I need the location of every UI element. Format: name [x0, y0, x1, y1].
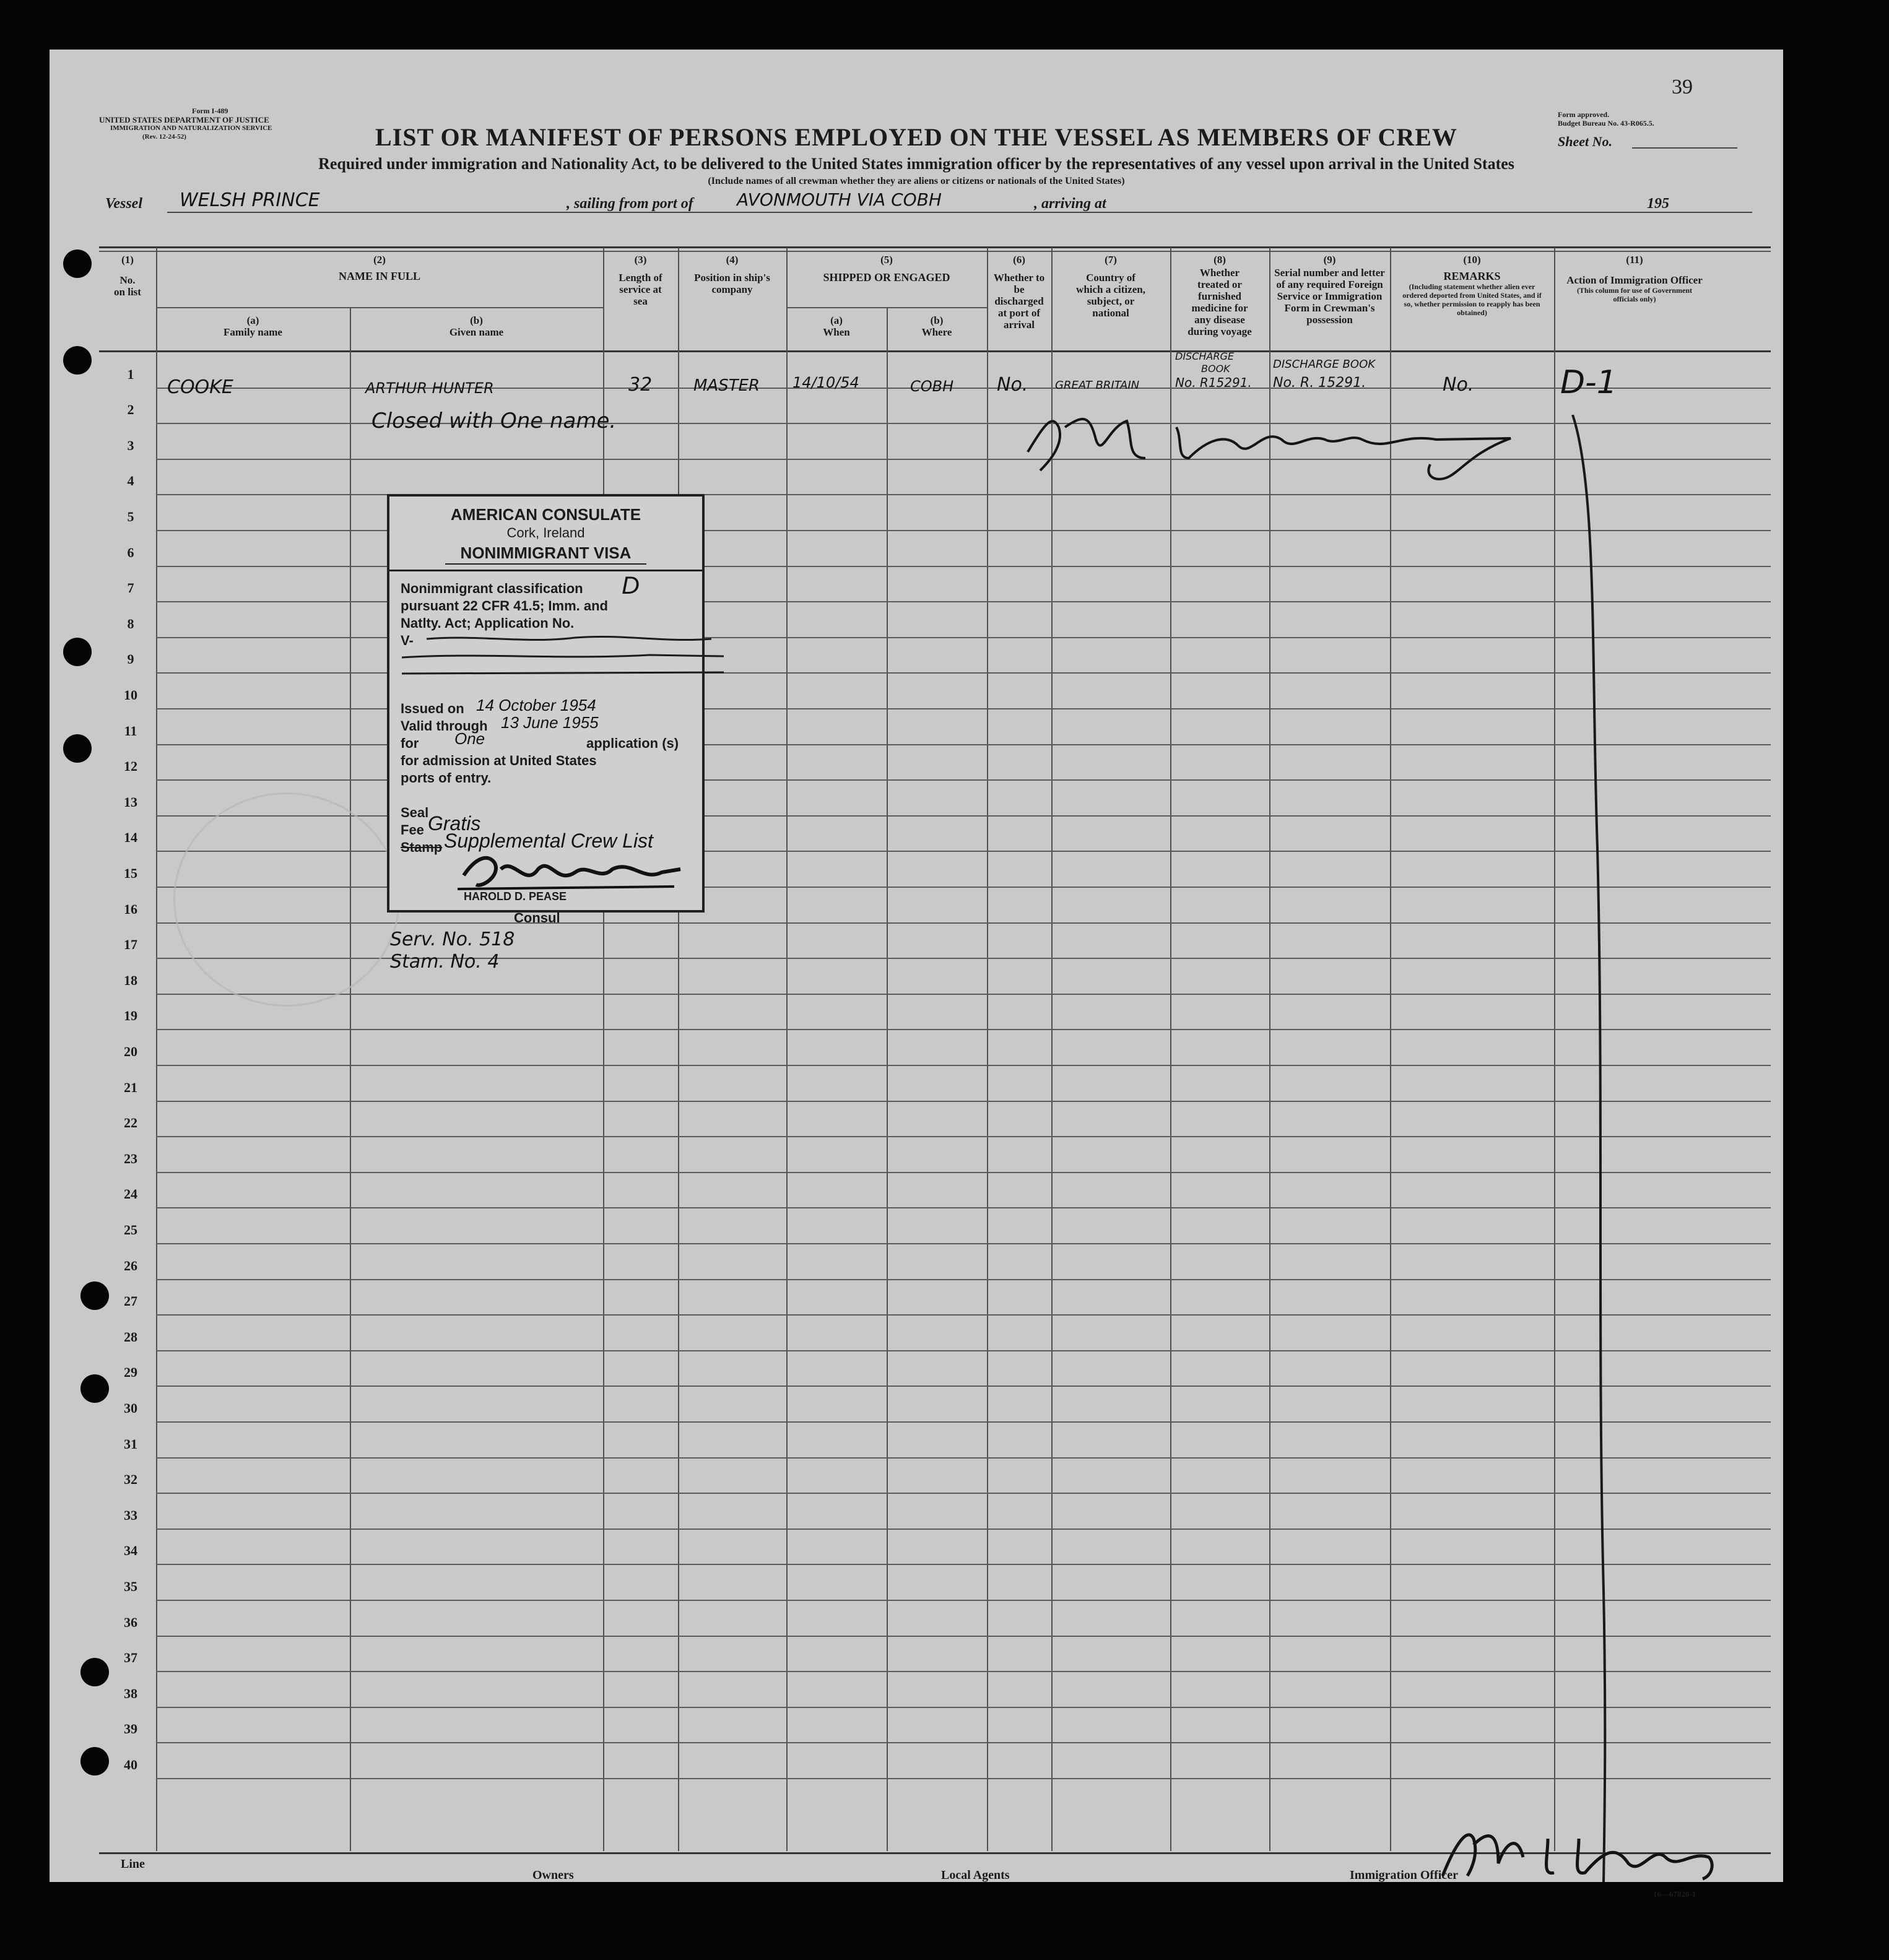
row-number: 1	[127, 366, 134, 382]
stamp-application-label: application (s)	[586, 735, 679, 751]
row-number: 27	[124, 1293, 137, 1309]
col7-header	[1051, 254, 1170, 319]
row-rule	[156, 1671, 1771, 1672]
col6-number: (6)	[1013, 254, 1025, 266]
stamp-classification-label: Nonimmigrant classification	[401, 581, 583, 596]
stamp-valid-value: 13 June 1955	[501, 713, 599, 732]
entry-medicine-2: BOOK	[1201, 363, 1230, 375]
footer-owners-label: Owners	[532, 1868, 574, 1882]
officer-signature-scribble	[1003, 402, 1573, 489]
sailing-port: AVONMOUTH VIA COBH	[737, 189, 942, 210]
punch-hole	[63, 734, 92, 763]
page-subnote: (Include names of all crewman whether they are aliens or citizens or nationals of the United States)	[708, 176, 1125, 186]
row-rule	[156, 1172, 1771, 1173]
stamp-classification-value: D	[622, 572, 640, 599]
row-number: 39	[124, 1721, 137, 1737]
row-rule	[156, 1707, 1771, 1708]
row-rule	[156, 1243, 1771, 1244]
manifest-page	[50, 50, 1783, 1899]
col4-header	[678, 254, 786, 295]
vessel-underline	[167, 212, 1752, 213]
row-number: 23	[124, 1150, 137, 1166]
col-divider	[987, 248, 988, 1851]
row-rule	[156, 1029, 1771, 1030]
entry-where: COBH	[910, 378, 954, 395]
row-number: 13	[124, 794, 137, 810]
col2a-letter: (a)	[246, 314, 259, 326]
page-number: 39	[1672, 76, 1693, 98]
col3-label: Length of service at sea	[619, 272, 662, 307]
col2-header	[156, 254, 603, 282]
row-number: 28	[124, 1329, 137, 1345]
row-rule	[156, 1457, 1771, 1459]
row-number: 10	[124, 687, 137, 703]
row-rule	[156, 1065, 1771, 1066]
col3-number: (3)	[634, 254, 647, 266]
entry-action: D-1	[1560, 364, 1617, 401]
col6-label: Whether to be discharged at port of arrival	[993, 272, 1045, 331]
col2b-header	[350, 314, 603, 338]
col9-number: (9)	[1323, 254, 1336, 266]
stamp-consulate: AMERICAN CONSULATE	[450, 505, 641, 524]
row-rule	[156, 1279, 1771, 1280]
row-rule	[156, 1421, 1771, 1423]
stamp-consul-title: Consul	[514, 910, 560, 926]
col5b-header	[887, 314, 987, 338]
stamp-visa-type: NONIMMIGRANT VISA	[460, 544, 632, 562]
row-number: 4	[127, 473, 134, 489]
row-number: 40	[124, 1757, 137, 1772]
col10-note: (Including statement whether alien ever ordered deported from United States, and if so, whether permission to reapply has been obtained)	[1402, 282, 1542, 317]
row-number: 3	[127, 437, 134, 453]
col8-number: (8)	[1214, 254, 1226, 266]
col2a-label: Family name	[224, 326, 282, 338]
form-number: Form I-489	[192, 106, 228, 115]
punch-hole	[63, 346, 92, 375]
page-subtitle: Required under immigration and Nationality Act, to be delivered to the United States immigration officer by the representatives of any vessel upon arrival in the United States	[318, 155, 1514, 173]
consul-signature	[451, 851, 687, 894]
row-number: 20	[124, 1044, 137, 1059]
year-label: 195	[1647, 196, 1669, 212]
action-ditto-line	[1560, 415, 1635, 1888]
col5b-letter: (b)	[930, 314, 944, 326]
form-service: IMMIGRATION AND NATURALIZATION SERVICE	[110, 124, 272, 132]
stamp-valid-label: Valid through	[401, 718, 488, 734]
row-number: 30	[124, 1400, 137, 1416]
col10-number: (10)	[1463, 254, 1481, 266]
row-number: 35	[124, 1579, 137, 1594]
punch-hole	[63, 249, 92, 278]
row-rule	[156, 1529, 1771, 1530]
row-number: 25	[124, 1222, 137, 1238]
row-number: 36	[124, 1614, 137, 1630]
stamp-supplement: Supplemental Crew List	[444, 830, 653, 852]
col4-number: (4)	[726, 254, 739, 266]
col5a-header	[786, 314, 887, 338]
row-number: 33	[124, 1507, 137, 1523]
vessel-label: Vessel	[105, 196, 142, 212]
stamp-v-label: V-	[401, 633, 414, 648]
col6-header	[987, 254, 1051, 331]
nonimmigrant-visa-stamp	[387, 494, 705, 913]
row-rule	[156, 1564, 1771, 1565]
entry-given-name: ARTHUR HUNTER	[365, 379, 494, 397]
punch-hole	[80, 1658, 109, 1686]
row-rule	[156, 1314, 1771, 1316]
footer-officer-label: Immigration Officer	[1350, 1868, 1458, 1882]
stam-number: Stam. No. 4	[390, 951, 500, 973]
row-number: 38	[124, 1685, 137, 1701]
row-number: 26	[124, 1257, 137, 1273]
entry-country: GREAT BRITAIN	[1055, 379, 1140, 392]
row-number: 31	[124, 1436, 137, 1452]
row-number: 6	[127, 544, 134, 560]
col4-label: Position in ship's company	[694, 272, 770, 295]
arriving-label: , arriving at	[1034, 196, 1106, 212]
row-number: 32	[124, 1472, 137, 1488]
row-number: 5	[127, 509, 134, 524]
col2b-label: Given name	[449, 326, 504, 338]
punch-hole	[80, 1374, 109, 1403]
col5a-letter: (a)	[830, 314, 843, 326]
stamp-natlty: Natlty. Act; Application No.	[401, 615, 575, 631]
col1-header	[99, 254, 156, 298]
col-divider	[350, 307, 351, 1851]
col11-header	[1554, 254, 1715, 303]
col5-label: SHIPPED OR ENGAGED	[823, 271, 950, 284]
officer-footer-signature	[1430, 1820, 1727, 1888]
col8-header	[1170, 254, 1269, 337]
budget-number: Budget Bureau No. 43-R065.5.	[1558, 119, 1654, 128]
header-top-rule2	[99, 251, 1771, 252]
row-rule	[156, 1600, 1771, 1601]
stamp-strikeout	[402, 631, 724, 681]
form-agency: UNITED STATES DEPARTMENT OF JUSTICE	[99, 115, 269, 124]
row-number: 21	[124, 1079, 137, 1095]
entry-when: 14/10/54	[793, 374, 859, 391]
stamp-seal-label: Seal	[401, 805, 429, 820]
row-number: 14	[124, 830, 137, 846]
stamp-for-value: One	[454, 729, 485, 748]
serv-number: Serv. No. 518	[390, 929, 515, 950]
row-rule	[156, 1350, 1771, 1351]
stamp-fee-label: Fee	[401, 822, 424, 838]
row-rule	[156, 1207, 1771, 1208]
page-title: LIST OR MANIFEST OF PERSONS EMPLOYED ON THE VESSEL AS MEMBERS OF CREW	[375, 123, 1457, 151]
row-rule	[156, 1636, 1771, 1637]
form-revision: (Rev. 12-24-52)	[142, 133, 186, 141]
col-divider	[678, 248, 679, 1851]
entry-family-name: COOKE	[167, 376, 233, 398]
row-number: 19	[124, 1008, 137, 1024]
col8-label: Whether treated or furnished medicine for any disease during voyage	[1188, 267, 1252, 337]
col7-number: (7)	[1105, 254, 1117, 266]
punch-hole	[80, 1281, 109, 1310]
stamp-for-label: for	[401, 735, 419, 751]
col-divider	[603, 248, 604, 1851]
col9-label: Serial number and letter of any required Foreign Service or Immigration Form in Crewman's possession	[1274, 267, 1385, 326]
col-divider	[887, 307, 888, 1851]
col1-number: (1)	[121, 254, 134, 266]
entry-discharged: No.	[997, 374, 1028, 396]
row-number: 9	[127, 651, 134, 667]
entry-service: 32	[628, 374, 653, 396]
col11-label: Action of Immigration Officer	[1566, 274, 1703, 286]
stamp-admission: for admission at United States	[401, 753, 597, 768]
col5a-label: When	[823, 326, 850, 338]
row-rule	[156, 1101, 1771, 1102]
form-approved: Form approved.	[1558, 110, 1610, 119]
closed-note: Closed with One name.	[371, 409, 617, 433]
punch-hole	[63, 638, 92, 666]
entry-position: MASTER	[693, 376, 760, 395]
col-divider	[786, 248, 788, 1851]
stamp-stamp-label: Stamp	[401, 839, 443, 855]
row-number: 29	[124, 1364, 137, 1381]
row-number: 17	[124, 937, 137, 953]
punch-hole	[80, 1747, 109, 1776]
embossed-seal	[173, 792, 400, 1007]
stamp-pursuant: pursuant 22 CFR 41.5; Imm. and	[401, 598, 608, 614]
col11-note: (This column for use of Government officials only)	[1576, 286, 1693, 303]
col7-label: Country of which a citizen, subject, or national	[1076, 272, 1145, 319]
stamp-fee-value: Gratis	[428, 812, 481, 835]
col11-number: (11)	[1626, 254, 1643, 266]
stamp-ports: ports of entry.	[401, 770, 492, 786]
row-rule	[156, 1493, 1771, 1494]
row-number: 37	[124, 1650, 137, 1666]
col5-number: (5)	[880, 254, 893, 266]
col10-label: REMARKS	[1443, 270, 1501, 282]
sailing-label: , sailing from port of	[567, 196, 693, 212]
row-number: 24	[124, 1186, 137, 1202]
footer-line-label: Line	[121, 1857, 145, 1871]
row-number: 34	[124, 1543, 137, 1559]
row-number: 8	[127, 615, 134, 631]
entry-medicine-3: No. R15291.	[1175, 375, 1252, 390]
col2-label: NAME IN FULL	[338, 270, 420, 282]
entry-remarks: No.	[1443, 374, 1474, 396]
col5b-label: Where	[921, 326, 952, 338]
row-number: 7	[127, 580, 134, 596]
print-code: 16—67820-1	[1653, 1889, 1696, 1899]
col1-label: No. on list	[114, 274, 141, 298]
row-rule	[156, 1385, 1771, 1387]
row-rule	[156, 994, 1771, 995]
stamp-location: Cork, Ireland	[506, 525, 585, 540]
stamp-issued-label: Issued on	[401, 701, 464, 716]
col5-header	[786, 254, 987, 284]
row-number: 15	[124, 865, 137, 881]
header-top-rule	[99, 246, 1771, 248]
name-split-rule	[156, 307, 603, 308]
row-number: 11	[124, 722, 137, 739]
stamp-rule	[445, 563, 646, 565]
row-number: 22	[124, 1115, 137, 1131]
stamp-issued-value: 14 October 1954	[476, 696, 596, 714]
footer-agents-label: Local Agents	[941, 1868, 1010, 1882]
entry-serial-2: No. R. 15291.	[1273, 375, 1366, 391]
col3-header	[603, 254, 678, 307]
row-rule	[156, 1778, 1771, 1779]
col-divider	[156, 248, 157, 1851]
row-rule	[156, 1742, 1771, 1743]
stamp-rule	[389, 570, 702, 571]
sheet-label: Sheet No.	[1558, 134, 1612, 149]
row-number: 12	[124, 758, 137, 774]
entry-medicine-1: DISCHARGE	[1175, 350, 1234, 362]
row-number: 16	[124, 901, 137, 917]
row-rule	[156, 922, 1771, 924]
row-number: 2	[127, 402, 134, 418]
row-rule	[156, 1136, 1771, 1137]
entry-serial-1: DISCHARGE BOOK	[1273, 358, 1376, 371]
col2b-letter: (b)	[470, 314, 483, 326]
col9-header	[1269, 254, 1390, 326]
col2a-header	[156, 314, 350, 338]
col2-number: (2)	[373, 254, 386, 266]
stamp-consul-name: HAROLD D. PEASE	[464, 890, 567, 903]
row-number: 18	[124, 972, 137, 988]
vessel-name: WELSH PRINCE	[180, 189, 320, 211]
col10-header	[1390, 254, 1554, 317]
